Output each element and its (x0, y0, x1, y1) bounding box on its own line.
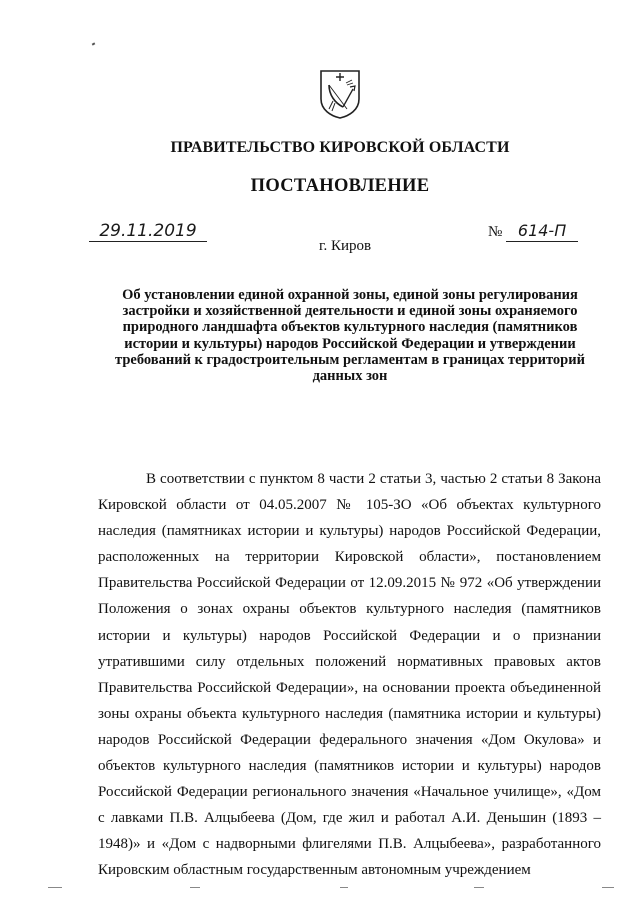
document-number-field (488, 221, 578, 242)
document-subject: Об установлении единой охранной зоны, единой зоны регулирования застройки и хозяйственной деятельности и единой зоны охраняемого природного ландшафта объектов культурного наследия (памятников истории и культуры) народов Российской Федерации и утверждении требований к градостроительным регламентам в границах территорий данных зон (115, 287, 585, 385)
page-edge-mark (602, 887, 614, 888)
page-edge-mark (340, 887, 348, 888)
scan-speck (92, 42, 96, 45)
page-edge-mark (474, 887, 484, 888)
page-edge-mark (190, 887, 200, 888)
document-date: 29.11.2019 (89, 221, 207, 242)
city-label: г. Киров (319, 238, 372, 254)
body-paragraph: В соответствии с пунктом 8 части 2 статьи 3, частью 2 статьи 8 Закона Кировской области от 04.05.2007 № 105-ЗО «Об объектах культурного наследия (памятниках истории и культуры) народов Российской Федерации, расположенных на территории Кировской области», постановлением Правительства Российской Федерации от 12.09.2015 № 972 «Об утверждении Положения о зонах охраны объектов культурного наследия (памятников истории и культуры) народов Российской Федерации и о признании утратившими силу отдельных положений нормативных правовых актов Правительства Российской Федерации», на основании проекта объединенной зоны охраны объекта культурного наследия (памятника истории и культуры) народов Российской Федерации федерального значения «Дом Окулова» и объектов культурного наследия (памятников истории и культуры) народов Российской Федерации регионального значения «Начальное училище», «Дом с лавками П.В. Алцыбеева (Дом, где жил и работал А.И. Деньшин (1893 – 1948)» и «Дом с надворными флигелями П.В. Алцыбеева», разработанного Кировским областным государственным автономным учреждением (98, 471, 601, 879)
page-edge-mark (48, 887, 62, 888)
document-number: 614-П (506, 221, 578, 242)
document-type-heading: ПОСТАНОВЛЕНИЕ (250, 176, 430, 196)
government-title: ПРАВИТЕЛЬСТВО КИРОВСКОЙ ОБЛАСТИ (170, 139, 510, 156)
coat-of-arms-icon (319, 69, 361, 119)
number-label: № (488, 224, 503, 240)
